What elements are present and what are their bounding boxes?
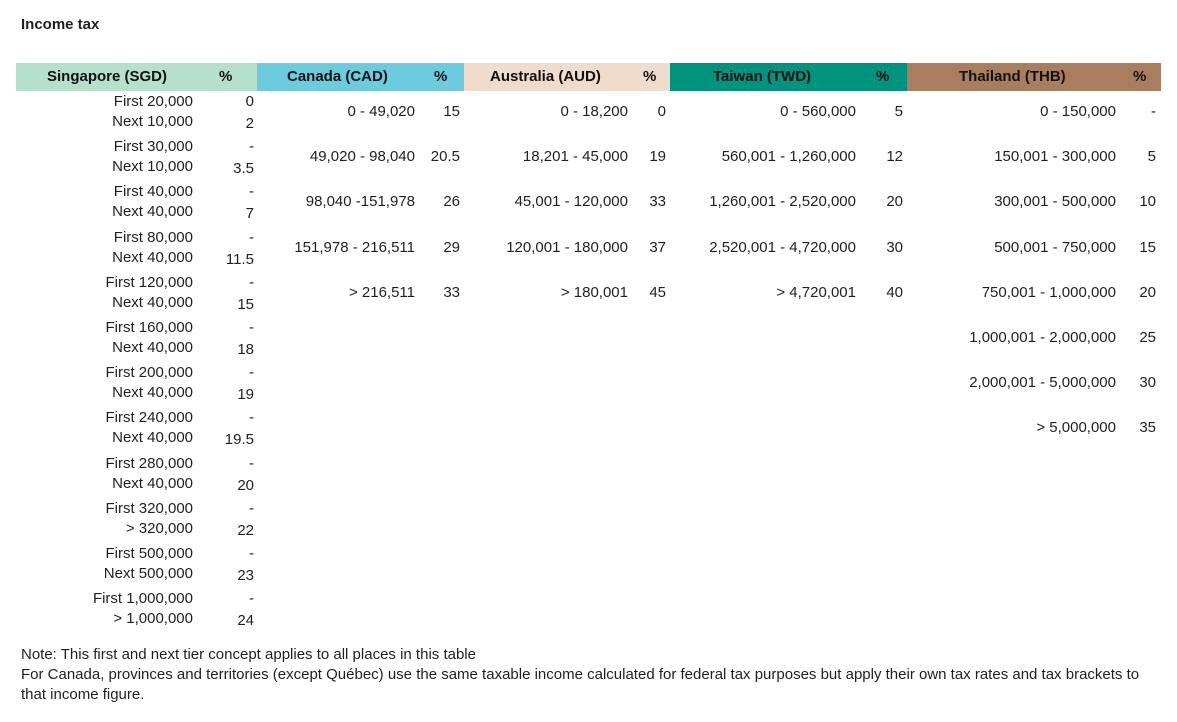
sg-next-tier: Next 40,000: [112, 384, 193, 401]
sg-next-rate: 20: [237, 477, 254, 494]
th-bracket: > 5,000,000: [1036, 419, 1116, 436]
au-rate: 37: [649, 239, 666, 256]
sg-next-rate: 11.5: [225, 251, 254, 268]
sg-first-rate: -: [249, 455, 254, 472]
sg-next-tier: Next 40,000: [112, 249, 193, 266]
header-taiwan: [670, 63, 907, 91]
header-taiwan-label: Taiwan (TWD): [713, 68, 812, 85]
header-canada-pct: %: [434, 68, 448, 85]
th-rate: 30: [1139, 374, 1156, 391]
sg-first-rate: -: [249, 500, 254, 517]
header-thailand-pct: %: [1133, 68, 1147, 85]
header-singapore-pct: %: [219, 68, 233, 85]
th-bracket: 750,001 - 1,000,000: [981, 284, 1116, 301]
th-bracket: 1,000,001 - 2,000,000: [969, 329, 1116, 346]
sg-first-tier: First 120,000: [105, 274, 193, 291]
sg-next-rate: 19.5: [224, 431, 254, 448]
ca-bracket: > 216,511: [348, 284, 415, 301]
au-rate: 45: [649, 284, 666, 301]
sg-next-rate: 7: [245, 205, 254, 222]
au-rate: 19: [649, 148, 666, 165]
au-bracket: 0 - 18,200: [560, 103, 628, 120]
header-australia-pct: %: [643, 68, 657, 85]
ca-rate: 20.5: [430, 148, 460, 165]
th-rate: 35: [1139, 419, 1156, 436]
ca-rate: 33: [443, 284, 460, 301]
th-rate: 20: [1139, 284, 1156, 301]
sg-next-rate: 24: [237, 612, 254, 629]
header-australia: [464, 63, 670, 91]
sg-next-rate: 18: [237, 341, 254, 358]
header-canada-label: Canada (CAD): [287, 68, 388, 85]
tw-bracket: 2,520,001 - 4,720,000: [709, 239, 856, 256]
sg-first-tier: First 240,000: [105, 409, 193, 426]
th-bracket: 2,000,001 - 5,000,000: [969, 374, 1116, 391]
sg-next-rate: 23: [237, 567, 254, 584]
tw-bracket: 1,260,001 - 2,520,000: [709, 193, 856, 210]
sg-first-rate: -: [249, 590, 254, 607]
th-bracket: 500,001 - 750,000: [994, 239, 1116, 256]
ca-rate: 15: [443, 103, 460, 120]
au-bracket: 18,201 - 45,000: [522, 148, 628, 165]
th-bracket: 300,001 - 500,000: [994, 193, 1116, 210]
th-rate: 5: [1147, 148, 1156, 165]
sg-next-tier: > 1,000,000: [113, 610, 193, 627]
tw-rate: 12: [886, 148, 903, 165]
sg-next-tier: Next 10,000: [112, 113, 193, 130]
note-line-2: For Canada, provinces and territories (except Québec) use the same taxable income calculated for federal tax purposes but apply their own tax rates and tax brackets to that income figure.: [21, 666, 1140, 703]
tw-rate: 40: [886, 284, 903, 301]
th-bracket: 150,001 - 300,000: [994, 148, 1116, 165]
header-thailand-label: Thailand (THB): [959, 68, 1066, 85]
ca-rate: 29: [443, 239, 460, 256]
ca-bracket: 49,020 - 98,040: [309, 148, 415, 165]
notes: [21, 645, 1141, 705]
ca-bracket: 151,978 - 216,511: [294, 239, 415, 256]
th-rate: 10: [1139, 193, 1156, 210]
sg-next-rate: 3.5: [233, 160, 254, 177]
tw-bracket: 560,001 - 1,260,000: [721, 148, 856, 165]
tw-bracket: 0 - 560,000: [780, 103, 856, 120]
header-thailand: [907, 63, 1161, 91]
sg-first-tier: First 500,000: [105, 545, 193, 562]
au-rate: 33: [649, 193, 666, 210]
sg-first-rate: -: [249, 229, 254, 246]
sg-first-tier: First 1,000,000: [92, 590, 193, 607]
sg-first-rate: -: [249, 183, 254, 200]
sg-first-rate: -: [249, 545, 254, 562]
sg-first-rate: -: [249, 138, 254, 155]
sg-first-rate: -: [249, 409, 254, 426]
sg-next-tier: > 320,000: [125, 520, 193, 537]
sg-first-rate: -: [249, 319, 254, 336]
sg-next-tier: Next 40,000: [112, 429, 193, 446]
tw-rate: 5: [894, 103, 903, 120]
ca-bracket: 98,040 -151,978: [305, 193, 415, 210]
tw-rate: 20: [886, 193, 903, 210]
sg-next-tier: Next 40,000: [112, 294, 193, 311]
th-rate: -: [1151, 103, 1156, 120]
sg-next-tier: Next 500,000: [103, 565, 193, 582]
header-taiwan-pct: %: [876, 68, 890, 85]
sg-first-rate: -: [249, 364, 254, 381]
page-title: Income tax: [21, 16, 100, 33]
au-bracket: > 180,001: [560, 284, 628, 301]
ca-bracket: 0 - 49,020: [347, 103, 415, 120]
sg-first-rate: 0: [245, 93, 254, 110]
ca-rate: 26: [443, 193, 460, 210]
header-canada: [257, 63, 464, 91]
sg-next-rate: 19: [237, 386, 254, 403]
sg-first-rate: -: [249, 274, 254, 291]
sg-first-tier: First 80,000: [113, 229, 193, 246]
au-bracket: 120,001 - 180,000: [506, 239, 628, 256]
sg-first-tier: First 40,000: [113, 183, 193, 200]
sg-first-tier: First 280,000: [105, 455, 193, 472]
sg-first-tier: First 20,000: [113, 93, 193, 110]
tw-rate: 30: [886, 239, 903, 256]
sg-first-tier: First 200,000: [105, 364, 193, 381]
sg-next-rate: 22: [237, 522, 254, 539]
header-singapore-label: Singapore (SGD): [47, 68, 168, 85]
sg-next-tier: Next 10,000: [112, 158, 193, 175]
header-singapore: [16, 63, 257, 91]
note-line-1: Note: This first and next tier concept applies to all places in this table: [21, 646, 476, 663]
sg-first-tier: First 160,000: [105, 319, 193, 336]
sg-first-tier: First 320,000: [105, 500, 193, 517]
au-rate: 0: [657, 103, 666, 120]
sg-next-tier: Next 40,000: [112, 339, 193, 356]
sg-next-tier: Next 40,000: [112, 203, 193, 220]
sg-first-tier: First 30,000: [113, 138, 193, 155]
sg-next-tier: Next 40,000: [112, 475, 193, 492]
au-bracket: 45,001 - 120,000: [514, 193, 628, 210]
th-rate: 15: [1139, 239, 1156, 256]
th-rate: 25: [1139, 329, 1156, 346]
th-bracket: 0 - 150,000: [1040, 103, 1116, 120]
header-australia-label: Australia (AUD): [490, 68, 601, 85]
sg-next-rate: 15: [237, 296, 254, 313]
tw-bracket: > 4,720,001: [776, 284, 856, 301]
sg-next-rate: 2: [245, 115, 254, 132]
